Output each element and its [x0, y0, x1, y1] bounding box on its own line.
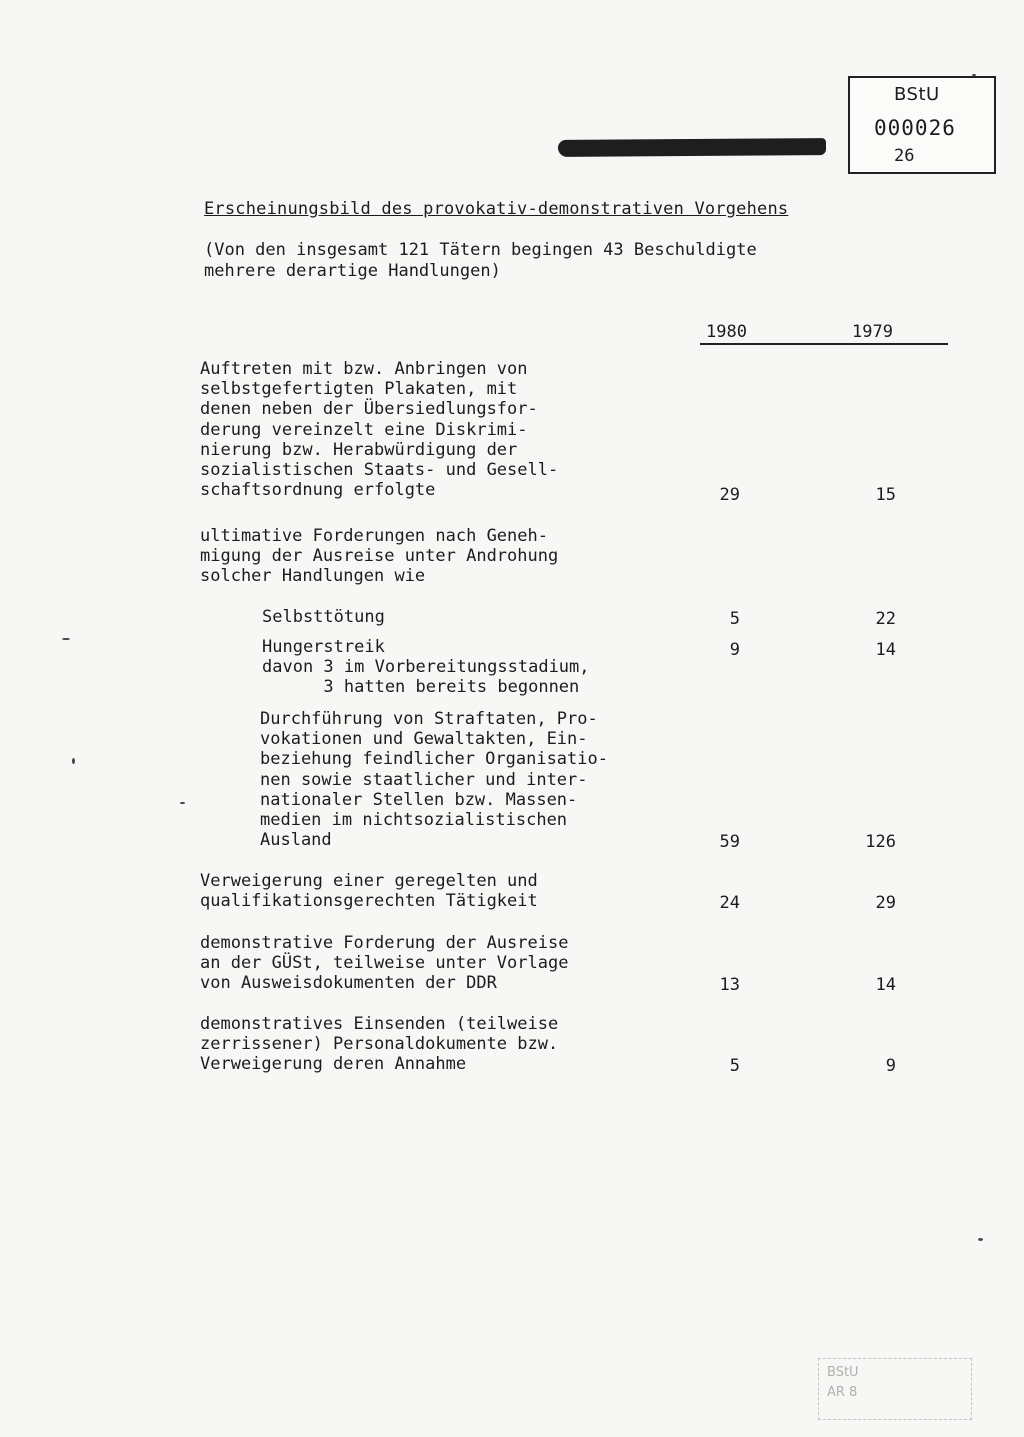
row-line: zerrissener) Personaldokumente bzw.	[200, 1034, 559, 1055]
value-1979: 29	[875, 893, 896, 913]
value-1980: 5	[729, 1056, 740, 1076]
value-1979: 14	[875, 640, 896, 660]
value-1979: 126	[865, 832, 896, 852]
row-line: denen neben der Übersiedlungsfor-	[200, 399, 538, 420]
row-line: Selbsttötung	[262, 607, 385, 627]
row-line: Auftreten mit bzw. Anbringen von	[200, 359, 528, 379]
row-line: Ausland	[260, 830, 332, 851]
row-line: nen sowie staatlicher und inter-	[260, 769, 588, 790]
scan-speck	[180, 802, 185, 804]
value-1979: 14	[875, 975, 896, 995]
row-line: migung der Ausreise unter Androhung	[200, 546, 559, 567]
table-row	[262, 607, 385, 627]
value-1980: 13	[719, 975, 740, 995]
value-1980: 29	[719, 485, 740, 505]
row-line: demonstratives Einsenden (teilweise	[200, 1014, 559, 1034]
scan-speck	[62, 638, 70, 640]
value-1979: 9	[885, 1056, 896, 1076]
table-row	[260, 709, 608, 850]
row-line: sozialistischen Staats- und Gesell-	[200, 460, 559, 481]
table-row	[200, 1014, 558, 1075]
value-1980: 9	[729, 640, 740, 660]
row-line: selbstgefertigten Plakaten, mit	[200, 379, 518, 400]
value-1980: 24	[719, 893, 740, 913]
value-1980: 59	[719, 832, 740, 852]
redaction-bar	[558, 138, 826, 157]
scan-speck	[972, 74, 976, 76]
table-row	[262, 637, 590, 698]
row-line: von Ausweisdokumenten der DDR	[200, 973, 497, 994]
stamp-org: BStU	[894, 84, 940, 105]
note-line: (Von den insgesamt 121 Tätern begingen 43 Beschuldigte	[204, 240, 757, 260]
row-line: nierung bzw. Herabwürdigung der	[200, 439, 518, 460]
row-line: solcher Handlungen wie	[200, 566, 426, 587]
row-line: Durchführung von Straftaten, Pro-	[260, 709, 598, 729]
row-line: nationaler Stellen bzw. Massen-	[260, 789, 578, 810]
row-line: an der GÜSt, teilweise unter Vorlage	[200, 953, 569, 974]
row-line: 3 hatten bereits begonnen	[262, 677, 580, 698]
row-line: Verweigerung deren Annahme	[200, 1054, 467, 1075]
table-row	[200, 933, 568, 994]
header-rule	[700, 343, 948, 345]
archive-stamp-line: AR 8	[827, 1385, 858, 1400]
row-line: medien im nichtsozialistischen	[260, 810, 568, 831]
value-1979: 22	[875, 609, 896, 629]
value-1980: 5	[729, 609, 740, 629]
intro-note	[204, 240, 757, 282]
row-line: ultimative Forderungen nach Geneh-	[200, 526, 548, 546]
row-line: Verweigerung einer geregelten und	[200, 871, 538, 891]
row-line: demonstrative Forderung der Ausreise	[200, 933, 569, 953]
stamp-number: 000026	[874, 116, 956, 140]
column-header-1980: 1980	[706, 322, 747, 342]
table-row	[200, 871, 538, 911]
scan-speck	[978, 1238, 983, 1241]
bstu-stamp	[848, 76, 996, 174]
scan-speck	[72, 758, 75, 764]
table-row	[200, 526, 558, 587]
column-header-1979: 1979	[852, 322, 893, 342]
archive-stamp	[818, 1358, 972, 1420]
table-row	[200, 359, 558, 500]
row-line: schaftsordnung erfolgte	[200, 480, 436, 501]
row-line: derung vereinzelt eine Diskrimi-	[200, 419, 528, 440]
row-line: qualifikationsgerechten Tätigkeit	[200, 891, 538, 912]
stamp-page: 26	[894, 146, 915, 166]
value-1979: 15	[875, 485, 896, 505]
note-line: mehrere derartige Handlungen)	[204, 261, 501, 281]
archive-stamp-line: BStU	[827, 1365, 859, 1380]
section-title: Erscheinungsbild des provokativ-demonstrativen Vorgehens	[204, 199, 789, 219]
row-line: vokationen und Gewaltakten, Ein-	[260, 729, 588, 750]
row-line: beziehung feindlicher Organisatio-	[260, 749, 608, 770]
row-line: davon 3 im Vorbereitungsstadium,	[262, 657, 590, 678]
row-line: Hungerstreik	[262, 637, 385, 657]
